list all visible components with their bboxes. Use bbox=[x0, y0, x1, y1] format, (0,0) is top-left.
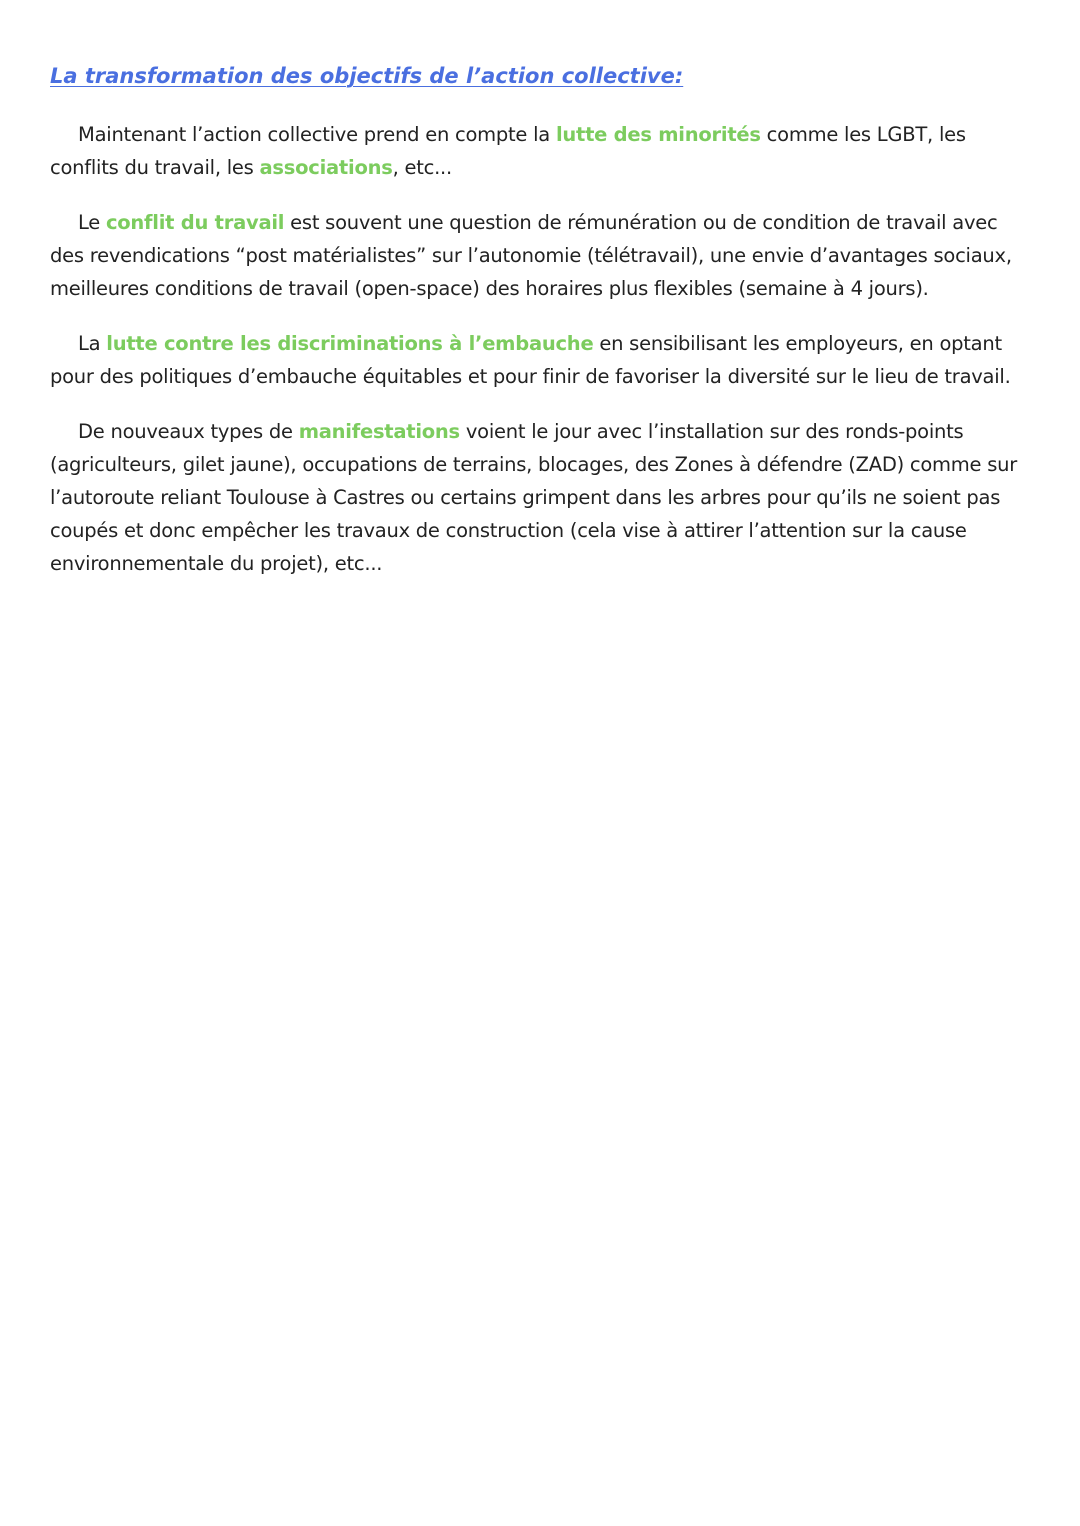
text-segment: voient le jour avec l’installation sur des ronds-points (agriculteurs, gilet jaune), occupations de terrains, blocages, des Zones à défendre (ZAD) comme sur l’autoroute reliant Toulouse à Castres ou certains grimpent dans les arbres pour qu’ils ne soient pas coupés et donc empêcher les travaux de construction (cela vise à attirer l’attention sur la cause environnementale du projet), etc... bbox=[50, 420, 1018, 575]
paragraph-minorities bbox=[50, 118, 1035, 184]
highlight-term: conflit du travail bbox=[105, 211, 285, 234]
text-segment: en sensibilisant les employeurs, en optant pour des politiques d’embauche équitables et pour finir de favoriser la diversité sur le lieu de travail. bbox=[50, 332, 1011, 388]
text-segment: Maintenant l’action collective prend en compte la bbox=[78, 123, 556, 146]
paragraph-manifestations bbox=[50, 415, 1035, 580]
document-page bbox=[50, 60, 1035, 602]
text-segment: est souvent une question de rémunération ou de condition de travail avec des revendications “post matérialistes” sur l’autonomie (télétravail), une envie d’avantages sociaux, meilleures conditions de travail (open-space) des horaires plus flexibles (semaine à 4 jours). bbox=[50, 211, 1012, 300]
paragraph-work-conflict bbox=[50, 206, 1035, 305]
highlight-term: lutte des minorités bbox=[555, 123, 761, 146]
paragraph-discrimination bbox=[50, 327, 1035, 393]
text-segment: La bbox=[78, 332, 107, 355]
highlight-term: associations bbox=[259, 156, 393, 179]
text-segment: comme les LGBT, les conflits du travail, les bbox=[50, 123, 966, 179]
section-heading: La transformation des objectifs de l’action collective: bbox=[50, 64, 684, 88]
highlight-term: lutte contre les discriminations à l’embauche bbox=[106, 332, 594, 355]
highlight-term: manifestations bbox=[298, 420, 460, 443]
text-segment: Le bbox=[78, 211, 106, 234]
text-segment: , etc... bbox=[392, 156, 452, 179]
text-segment: De nouveaux types de bbox=[78, 420, 299, 443]
